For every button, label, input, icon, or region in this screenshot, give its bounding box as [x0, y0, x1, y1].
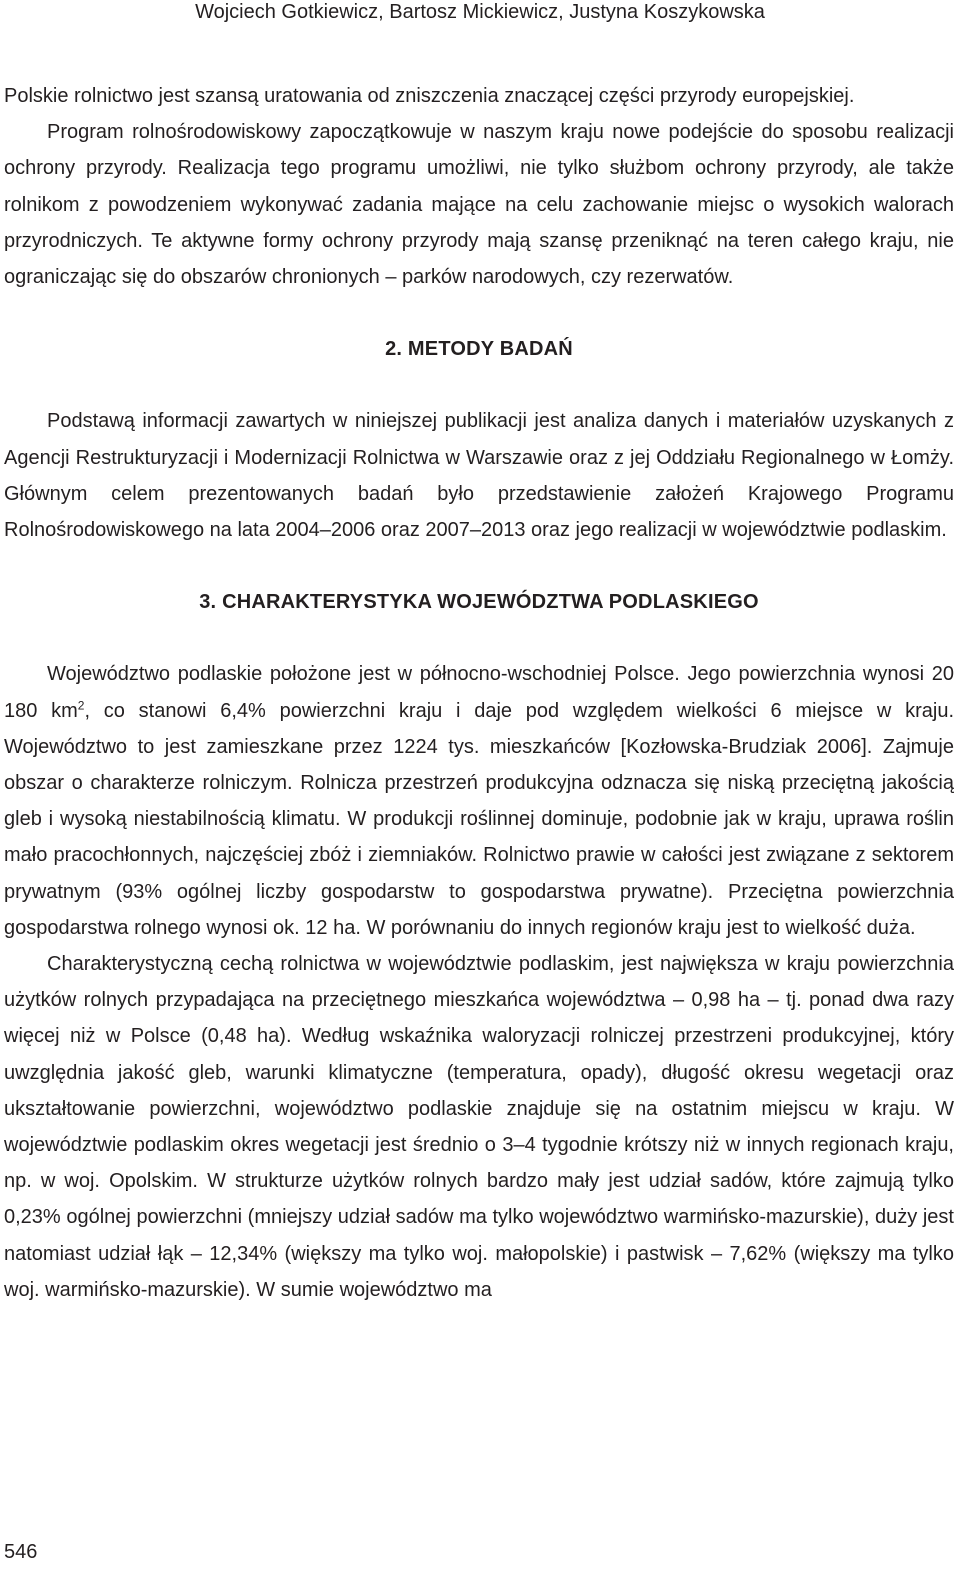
paragraph-characteristics-1 — [4, 656, 954, 946]
section-heading-methods: 2. METODY BADAŃ — [385, 338, 573, 361]
paragraph-intro-2: Program rolnośrodowiskowy zapoczątkowuje w naszym kraju nowe podejście do sposobu realizacji ochrony przyrody. Realizacja tego programu umożliwi, nie tylko służbom ochrony przyrody, ale także rolnikom z powodzeniem wykonywać zadania mające na celu zachowanie miejsc o wysokich walorach przyrodniczych. Te aktywne formy ochrony przyrody mają szansę przeniknąć na teren całego kraju, nie ograniczając się do obszarów chronionych – parków narodowych, czy rezerwatów. — [4, 121, 954, 289]
section-heading-characteristics: 3. CHARAKTERYSTYKA WOJEWÓDZTWA PODLASKIEGO — [199, 591, 759, 614]
running-header-authors: Wojciech Gotkiewicz, Bartosz Mickiewicz, Justyna Koszykowska — [195, 1, 765, 23]
text-segment: Województwo podlaskie położone jest w północno-wschodniej Polsce. Jego powierzchnia wynosi 20 180 km — [4, 663, 954, 722]
text-segment: , co stanowi 6,4% powierzchni kraju i daje pod względem wielkości 6 miejsce w kraju. Województwo to jest zamieszkane przez 1224 tys. mieszkańców [Kozłowska-Brudziak 2006]. Zajmuje obszar o charakterze rolniczym. Rolnicza przestrzeń produkcyjna odznacza się niską przeciętną jakością gleb i wysoką niestabilnością klimatu. W produkcji roślinnej dominuje, podobnie jak w kraju, uprawa roślin mało pracochłonnych, najczęściej zbóż i ziemniaków. Rolnictwo prawie w całości jest związane z sektorem prywatnym (93% ogólnej liczby gospodarstw to gospodarstwa prywatne). Przeciętna powierzchnia gospodarstwa rolnego wynosi ok. 12 ha. W porównaniu do innych regionów kraju jest to wielkość duża. — [4, 699, 955, 939]
paragraph-characteristics-2: Charakterystyczną cechą rolnictwa w województwie podlaskim, jest największa w kraju powierzchnia użytków rolnych przypadająca na przeciętnego mieszkańca województwa – 0,98 ha – tj. ponad dwa razy więcej niż w Polsce (0,48 ha). Według wskaźnika waloryzacji rolniczej przestrzeni produkcyjnej, który uwzględnia jakość gleb, warunki klimatyczne (temperatura, opady), długość okresu wegetacji oraz ukształtowanie powierzchni, województwo podlaskie znajduje się na ostatnim miejscu w kraju. W województwie podlaskim okres wegetacji jest średnio o 3–4 tygodnie krótszy niż w innych regionach kraju, np. w woj. Opolskim. W strukturze użytków rolnych bardzo mały jest udział sadów, które zajmują tylko 0,23% ogólnej powierzchni (mniejszy udział sadów ma tylko województwo warmińsko-mazurskie), duży jest natomiast udział łąk – 12,34% (większy ma tylko woj. małopolskie) i pastwisk – 7,62% (większy ma tylko woj. warmińsko-mazurskie). W sumie województwo ma — [4, 953, 954, 1301]
page-number: 546 — [4, 1541, 38, 1563]
superscript-exponent: 2 — [77, 697, 85, 712]
paragraph-methods: Podstawą informacji zawartych w niniejszej publikacji jest analiza danych i materiałów uzyskanych z Agencji Restrukturyzacji i Modernizacji Rolnictwa w Warszawie oraz z jej Oddziału Regionalnego w Łomży. Głównym celem prezentowanych badań było przedstawienie założeń Krajowego Programu Rolnośrodowiskowego na lata 2004–2006 oraz 2007–2013 oraz jego realizacji w województwie podlaskim. — [4, 410, 954, 542]
body-text — [4, 78, 954, 1308]
paragraph-intro-1: Polskie rolnictwo jest szansą uratowania od zniszczenia znaczącej części przyrody europejskiej. — [4, 85, 855, 107]
